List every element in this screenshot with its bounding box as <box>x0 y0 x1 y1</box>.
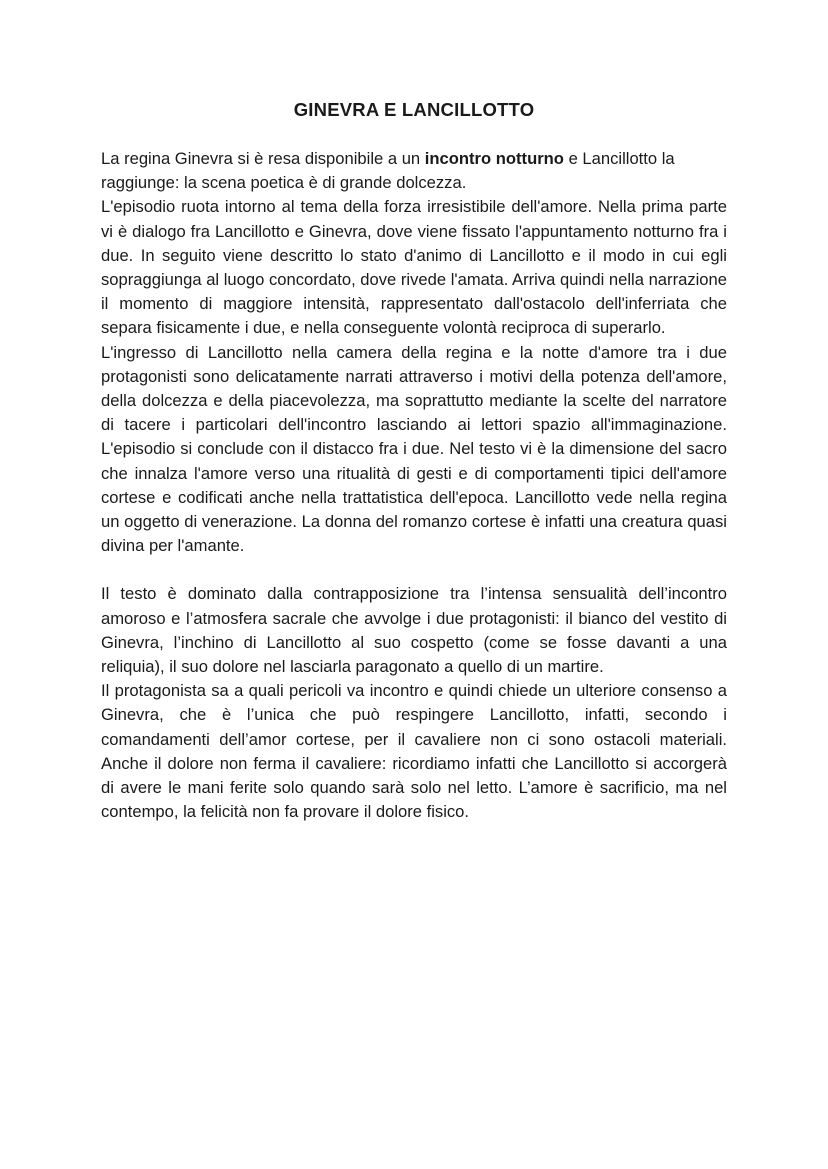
paragraph-night: L'ingresso di Lancillotto nella camera della regina e la notte d'amore tra i due protagonisti sono delicatamente narrati attraverso i motivi della potenza dell'amore, della dolcezza e della piacevolezza, ma soprattutto mediante la scelte del narratore di tacere i particolari dell'incontro lasciando ai lettori spazio all'immaginazione. L'episodio si conclude con il distacco fra i due. Nel testo vi è la dimensione del sacro che innalza l'amore verso una ritualità di gesti e di comportamenti tipici dell'amore cortese e codificati anche nella trattatistica dell'epoca. Lancillotto vede nella regina un oggetto di venerazione. La donna del romanzo cortese è infatti una creatura quasi divina per l'amante. <box>101 342 727 556</box>
intro-text-before: La regina Ginevra si è resa disponibile a un <box>101 149 425 168</box>
paragraph-episode: L'episodio ruota intorno al tema della forza irresistibile dell'amore. Nella prima parte vi è dialogo fra Lancillotto e Ginevra, dove viene fissato l'appuntamento notturno fra i due. In seguito viene descritto lo stato d'animo di Lancillotto e il modo in cui egli sopraggiunga al luogo concordato, dove rivede l'amata. Arriva quindi nella narrazione il momento di maggiore intensità, rappresentato dall'ostacolo dell'inferriata che separa fisicamente i due, e nella conseguente volontà reciproca di superarlo. <box>101 197 727 338</box>
paragraph-intro <box>101 147 727 195</box>
intro-text-after: e Lancillotto la raggiunge: la scena poetica è di grande dolcezza. <box>101 149 675 193</box>
intro-bold-phrase: incontro notturno <box>424 149 564 168</box>
paragraph-protagonist: Il protagonista sa a quali pericoli va incontro e quindi chiede un ulteriore consenso a Ginevra, che è l’unica che può respingere Lancillotto, infatti, secondo i comandamenti dell’amor cortese, per il cavaliere non ci sono ostacoli materiali. Anche il dolore non ferma il cavaliere: ricordiamo infatti che Lancillotto si accorgerà di avere le mani ferite solo quando sarà solo nel letto. L’amore è sacrificio, ma nel contempo, la felicità non fa provare il dolore fisico. <box>101 681 727 822</box>
document-title: GINEVRA E LANCILLOTTO <box>293 99 535 120</box>
paragraph-gap <box>101 558 727 582</box>
paragraph-contrast: Il testo è dominato dalla contrapposizione tra l’intensa sensualità dell’incontro amoroso e l’atmosfera sacrale che avvolge i due protagonisti: il bianco del vestito di Ginevra, l’inchino di Lancillotto al suo cospetto (come se fosse davanti a una reliquia), il suo dolore nel lasciarla paragonato a quello di un martire. <box>101 584 727 677</box>
document-body <box>101 147 727 824</box>
